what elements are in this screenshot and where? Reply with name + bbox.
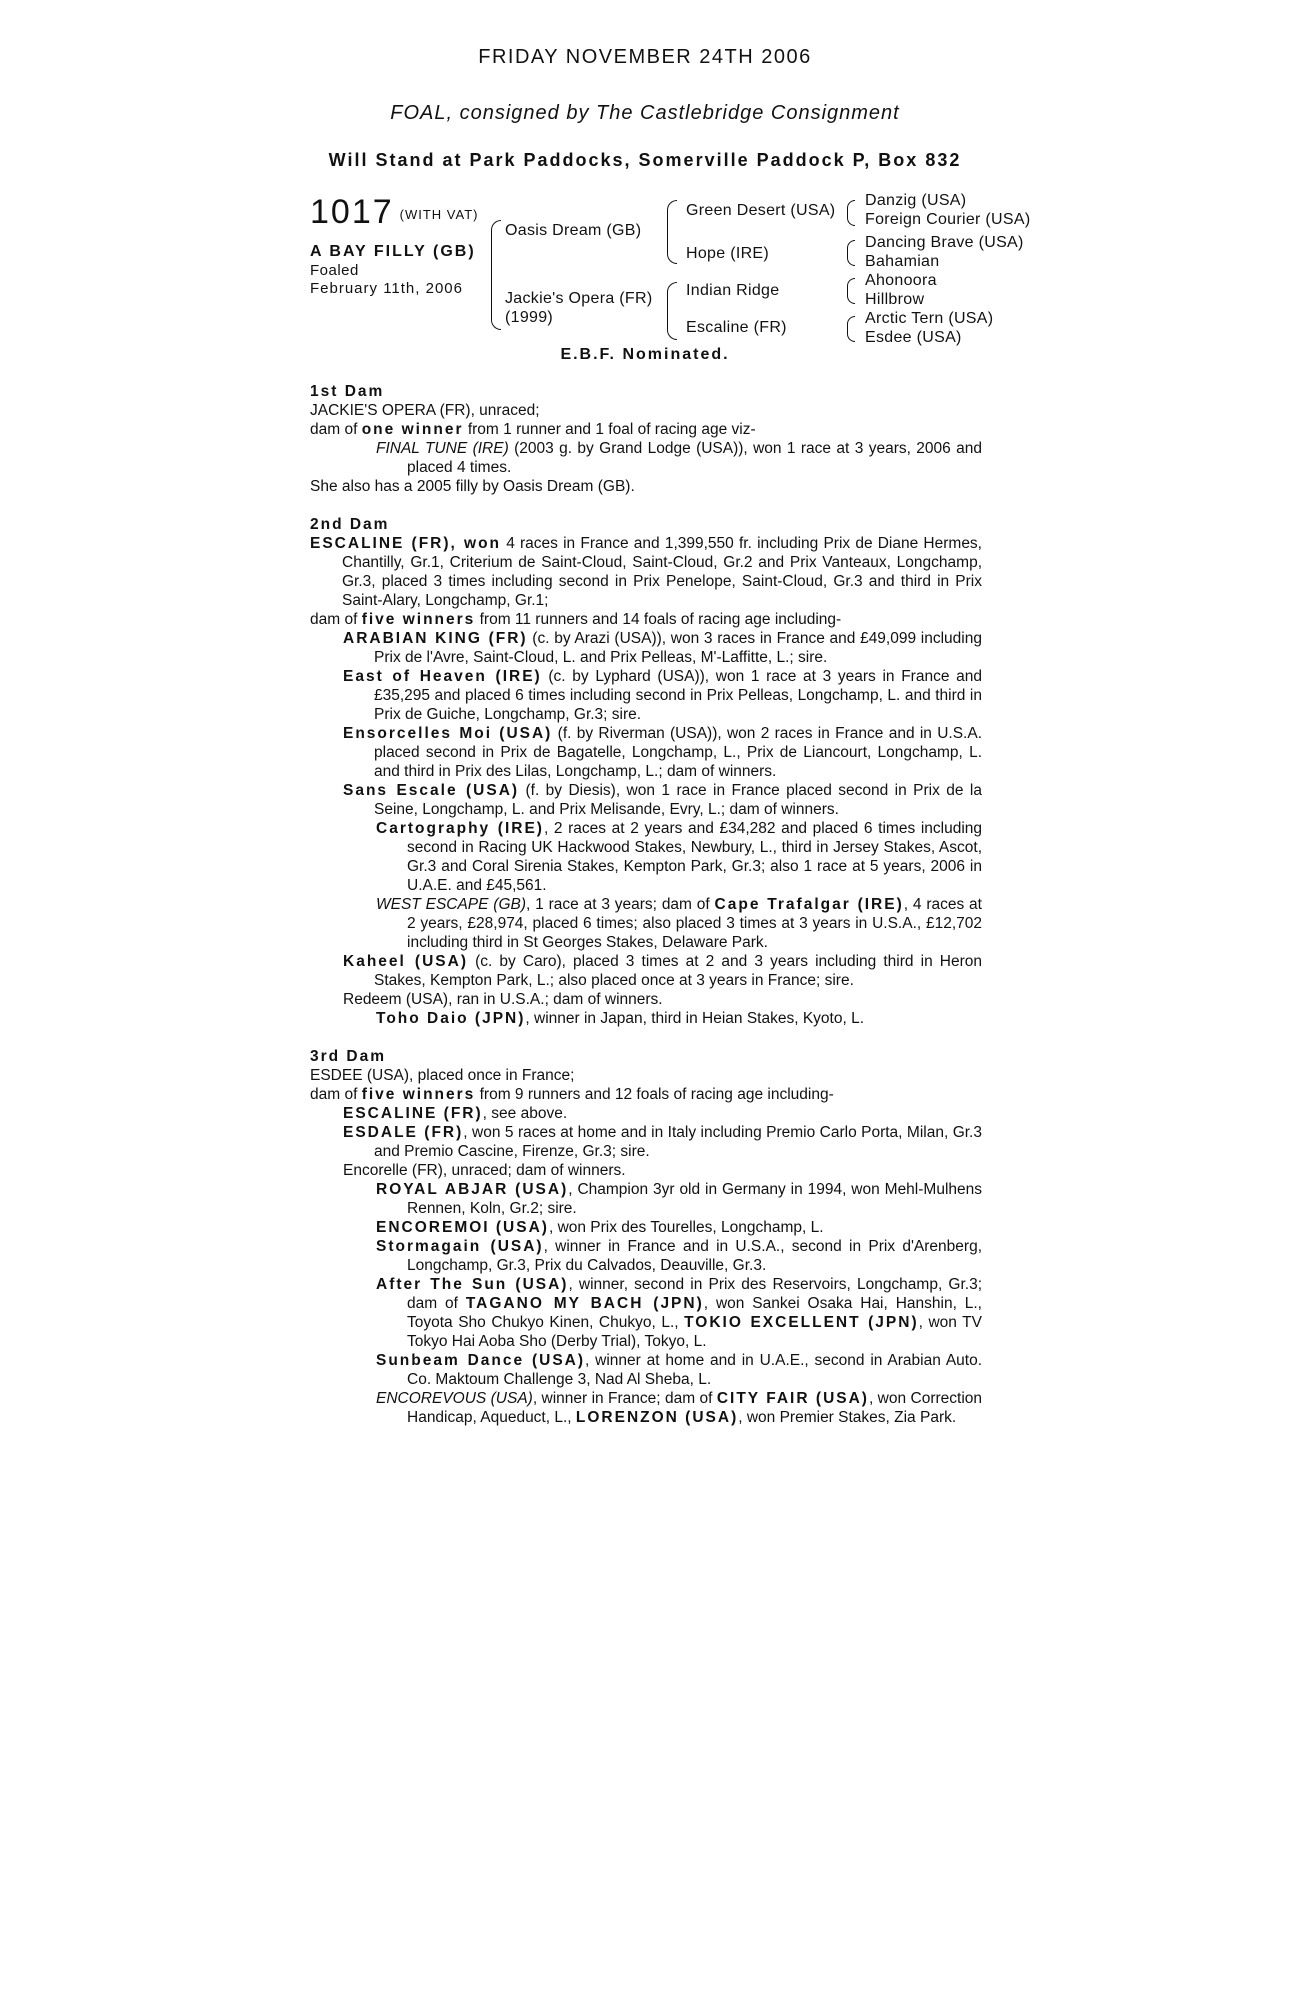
- third-dam-produce: [310, 1085, 982, 1104]
- foaled-date: February 11th, 2006: [310, 280, 463, 297]
- horse-name: ESCALINE (FR), won: [310, 535, 502, 552]
- first-dam-foals: She also has a 2005 filly by Oasis Dream (GB).: [310, 478, 635, 495]
- pedigree-g2: Foreign Courier (USA): [865, 211, 1031, 228]
- entry-text: , see above.: [482, 1105, 568, 1122]
- entry-text: (c. by Caro), placed 3 times at 2 and 3 years including third in Heron Stakes, Kempton Park, L.; also placed once at 3 years in France; sire.: [374, 953, 983, 989]
- horse-name: ARABIAN KING (FR): [343, 630, 528, 647]
- entry-text: (f. by Riverman (USA)), won 2 races in France and in U.S.A. placed second in Prix de Bagatelle, Longchamp, L., Prix de Liancourt, Longchamp, L. and third in Prix des Lilas, Longchamp, L.; dam of winners.: [374, 725, 983, 780]
- first-dam-heading: 1st Dam: [310, 383, 385, 400]
- text: dam of: [310, 1086, 362, 1103]
- pedigree-brace-g12: [847, 200, 855, 226]
- horse-name: TOKIO EXCELLENT (JPN): [684, 1314, 919, 1331]
- pedigree-brace-sire: [667, 200, 677, 264]
- horse-name: ENCOREVOUS (USA): [376, 1390, 533, 1407]
- third-dam-line: ESDEE (USA), placed once in France;: [310, 1067, 575, 1084]
- pedigree-g7: Arctic Tern (USA): [865, 310, 994, 327]
- escaline-ref-entry: [310, 1104, 982, 1123]
- horse-name: LORENZON (USA): [575, 1409, 739, 1426]
- foal-description: A BAY FILLY (GB): [310, 243, 476, 260]
- horse-name: Kaheel (USA): [343, 953, 468, 970]
- lot-number: [310, 193, 478, 232]
- entry-text: , won Sankei Osaka Hai, Hanshin, L., Toyota Sho Chukyo Kinen, Chukyo, L.,: [407, 1295, 982, 1331]
- pedigree-brace-g56: [847, 278, 855, 304]
- redeem-entry: Redeem (USA), ran in U.S.A.; dam of winners.: [343, 991, 663, 1008]
- arabian-king-entry: [310, 629, 982, 667]
- entry-text: (f. by Diesis), won 1 race in France placed second in Prix de la Seine, Longchamp, L. and Prix Melisande, Evry, L.; dam of winners.: [374, 782, 982, 818]
- entry-text: , Champion 3yr old in Germany in 1994, won Mehl-Mulhens Rennen, Koln, Gr.2; sire.: [407, 1181, 982, 1217]
- entry-text: , won 5 races at home and in Italy including Premio Carlo Porta, Milan, Gr.3 and Premio Cascine, Firenze, Gr.3; sire.: [374, 1124, 982, 1160]
- entry-text: , winner in France; dam of: [532, 1390, 717, 1407]
- pedigree-dam: Jackie's Opera (FR): [505, 290, 653, 307]
- horse-name: ESDALE (FR): [343, 1124, 464, 1141]
- horse-name: Sans Escale (USA): [343, 782, 520, 799]
- entry-text: , won Premier Stakes, Zia Park.: [738, 1409, 957, 1426]
- winners-count: five winners: [361, 611, 476, 628]
- horse-name: Stormagain (USA): [376, 1238, 544, 1255]
- pedigree-dam-sire: Indian Ridge: [686, 282, 780, 299]
- encorelle-entry: Encorelle (FR), unraced; dam of winners.: [343, 1162, 626, 1179]
- pedigree-brace-g78: [847, 316, 855, 342]
- pedigree-sire-dam: Hope (IRE): [686, 245, 770, 262]
- vat-note: (WITH VAT): [399, 207, 479, 222]
- text: from 1 runner and 1 foal of racing age viz-: [463, 421, 756, 438]
- foaled-label: Foaled: [310, 262, 359, 279]
- pedigree-g4: Bahamian: [865, 253, 940, 270]
- ensorcelles-moi-entry: [310, 724, 982, 781]
- after-the-sun-entry: [310, 1275, 982, 1351]
- entry-text: 4 races in France and 1,399,550 fr. including Prix de Diane Hermes, Chantilly, Gr.1, Criterium de Saint-Cloud, Saint-Cloud, Gr.2 and Prix Vanteaux, Longchamp, Gr.3, placed 3 times including second in Prix Penelope, Saint-Cloud, Gr.3 and third in Prix Saint-Alary, Longchamp, Gr.1;: [342, 535, 982, 609]
- entry-text: , won Prix des Tourelles, Longchamp, L.: [548, 1219, 824, 1236]
- horse-name: ENCOREMOI (USA): [376, 1219, 549, 1236]
- entry-text: , won Correction Handicap, Aqueduct, L.,: [407, 1390, 982, 1426]
- horse-name: CITY FAIR (USA): [716, 1390, 869, 1407]
- escaline-entry: [310, 534, 982, 610]
- east-of-heaven-entry: [310, 667, 982, 724]
- encorevous-entry: [310, 1389, 982, 1427]
- horse-name: WEST ESCAPE (GB): [376, 896, 527, 913]
- lot-number-value: 1017: [310, 193, 394, 231]
- horse-name: FINAL TUNE (IRE): [376, 440, 509, 457]
- horse-name: Toho Daio (JPN): [376, 1010, 526, 1027]
- pedigree-dam-dam: Escaline (FR): [686, 319, 787, 336]
- kaheel-entry: [310, 952, 982, 990]
- encoremoi-entry: [310, 1218, 982, 1237]
- pedigree-dam-year: (1999): [505, 309, 554, 326]
- horse-name: Ensorcelles Moi (USA): [343, 725, 553, 742]
- entry-text: , winner, second in Prix des Reservoirs, Longchamp, Gr.3; dam of: [407, 1276, 982, 1312]
- pedigree-brace-dam: [667, 282, 677, 340]
- toho-daio-entry: [310, 1009, 982, 1028]
- horse-name: ROYAL ABJAR (USA): [376, 1181, 569, 1198]
- first-dam-produce: [310, 420, 982, 439]
- sunbeam-dance-entry: [310, 1351, 982, 1389]
- cartography-entry: [310, 819, 982, 895]
- catalogue-body: [310, 382, 982, 1427]
- entry-text: (c. by Lyphard (USA)), won 1 race at 3 years in France and £35,295 and placed 6 times including second in Prix Pelleas, Longchamp, L. and third in Prix de Guiche, Longchamp, Gr.3; sire.: [374, 668, 982, 723]
- horse-name: Sunbeam Dance (USA): [376, 1352, 586, 1369]
- text: dam of: [310, 421, 362, 438]
- second-dam-heading: 2nd Dam: [310, 516, 390, 533]
- esdale-entry: [310, 1123, 982, 1161]
- entry-text: , winner in France and in U.S.A., second in Prix d'Arenberg, Longchamp, Gr.3, Prix du Calvados, Deauville, Gr.3.: [407, 1238, 982, 1274]
- entry-text: , 1 race at 3 years; dam of: [526, 896, 715, 913]
- west-escape-entry: [310, 895, 982, 952]
- horse-name: East of Heaven (IRE): [343, 668, 542, 685]
- horse-name: Cape Trafalgar (IRE): [714, 896, 904, 913]
- horse-name: ESCALINE (FR): [343, 1105, 483, 1122]
- pedigree-sire: Oasis Dream (GB): [505, 222, 642, 239]
- winners-count: five winners: [361, 1086, 476, 1103]
- horse-name: TAGANO MY BACH (JPN): [465, 1295, 704, 1312]
- horse-name: After The Sun (USA): [376, 1276, 569, 1293]
- entry-text: , winner at home and in U.A.E., second in Arabian Auto. Co. Maktoum Challenge 3, Nad Al Sheba, L.: [407, 1352, 983, 1388]
- pedigree-g6: Hillbrow: [865, 291, 925, 308]
- pedigree-g1: Danzig (USA): [865, 192, 967, 209]
- entry-text: , 4 races at 2 years, £28,974, placed 6 times; also placed 3 times at 3 years in U.S.A., £12,702 including third in St Georges Stakes, Delaware Park.: [407, 896, 982, 951]
- pedigree-g3: Dancing Brave (USA): [865, 234, 1024, 251]
- entry-text: , winner in Japan, third in Heian Stakes, Kyoto, L.: [525, 1010, 865, 1027]
- text: dam of: [310, 611, 362, 628]
- royal-abjar-entry: [310, 1180, 982, 1218]
- final-tune-entry: [310, 439, 982, 477]
- entry-text: , won TV Tokyo Hai Aoba Sho (Derby Trial), Tokyo, L.: [407, 1314, 982, 1350]
- sale-date: FRIDAY NOVEMBER 24TH 2006: [478, 46, 812, 68]
- pedigree-brace-g34: [847, 240, 855, 266]
- ebf-nominated: E.B.F. Nominated.: [560, 346, 730, 363]
- text: from 11 runners and 14 foals of racing age including-: [475, 611, 842, 628]
- text: from 9 runners and 12 foals of racing age including-: [475, 1086, 834, 1103]
- entry-text: (c. by Arazi (USA)), won 3 races in France and £49,099 including Prix de l'Avre, Saint-Cloud, L. and Prix Pelleas, M'-Laffitte, L.; sire.: [374, 630, 982, 666]
- sans-escale-entry: [310, 781, 982, 819]
- second-dam-produce: [310, 610, 982, 629]
- first-dam-line: JACKIE'S OPERA (FR), unraced;: [310, 402, 540, 419]
- entry-text: (2003 g. by Grand Lodge (USA)), won 1 race at 3 years, 2006 and placed 4 times.: [407, 440, 982, 476]
- pedigree-sire-sire: Green Desert (USA): [686, 202, 836, 219]
- horse-name: Cartography (IRE): [376, 820, 544, 837]
- pedigree-g5: Ahonoora: [865, 272, 937, 289]
- stormagain-entry: [310, 1237, 982, 1275]
- stand-location: Will Stand at Park Paddocks, Somerville Paddock P, Box 832: [328, 150, 962, 170]
- entry-text: , 2 races at 2 years and £34,282 and placed 6 times including second in Racing UK Hackwood Stakes, Newbury, L., third in Jersey Stakes, Ascot, Gr.3 and Coral Sirenia Stakes, Kempton Park, Gr.3; also 1 race at 5 years, 2006 in U.A.E. and £45,561.: [407, 820, 983, 894]
- third-dam-heading: 3rd Dam: [310, 1048, 387, 1065]
- pedigree-g8: Esdee (USA): [865, 329, 962, 346]
- consignment-line: FOAL, consigned by The Castlebridge Consignment: [390, 102, 900, 124]
- pedigree-brace-main: [491, 220, 501, 330]
- winners-count: one winner: [361, 421, 464, 438]
